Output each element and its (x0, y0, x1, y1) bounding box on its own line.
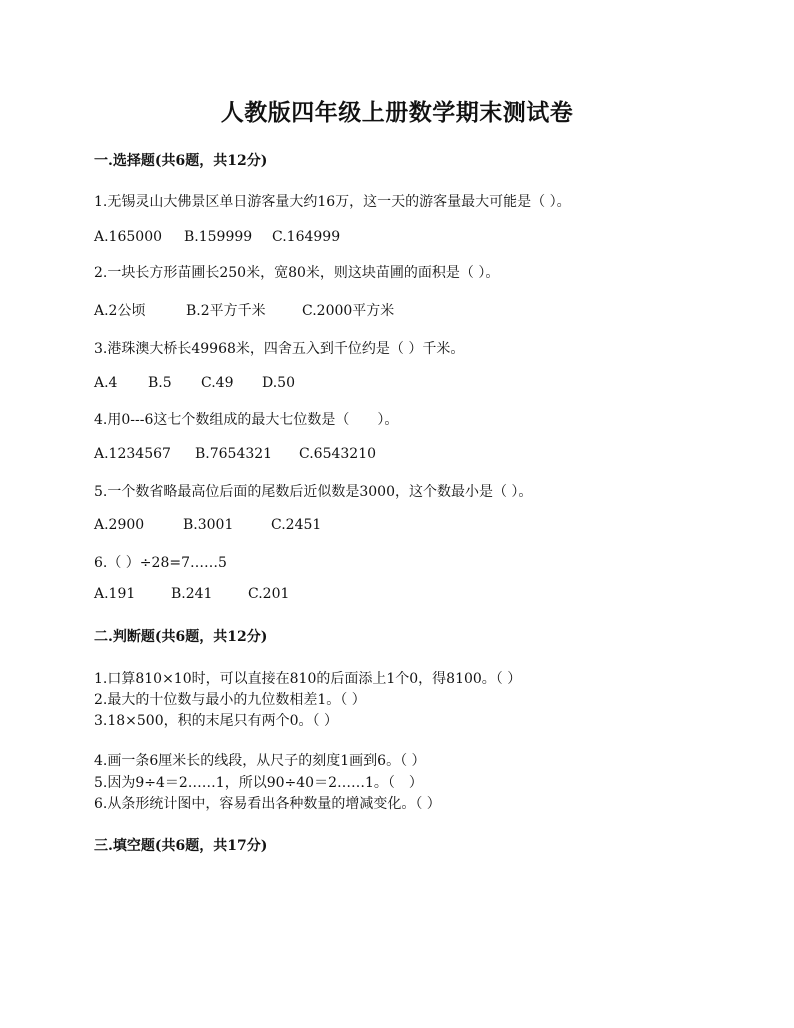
options-row (94, 300, 394, 320)
option: C.201 (248, 586, 290, 602)
section-heading-fill: 三.填空题(共6题，共17分) (94, 838, 268, 854)
question-text: 3.港珠澳大桥长49968米，四舍五入到千位约是（ ）千米。 (94, 341, 465, 357)
question-text: 4.用0---6这七个数组成的最大七位数是（ ）。 (94, 412, 399, 428)
option: D.50 (262, 375, 295, 391)
options-row (94, 517, 321, 533)
option: B.241 (171, 586, 213, 602)
option: B.2平方千米 (186, 303, 266, 319)
judge-item: 1.口算810×10时，可以直接在810的后面添上1个0，得8100。（ ） (94, 671, 522, 687)
page-title: 人教版四年级上册数学期末测试卷 (220, 99, 574, 126)
question-text: 5.一个数省略最高位后面的尾数后近似数是3000，这个数最小是（ ）。 (94, 484, 533, 500)
question-text: 2.一块长方形苗圃长250米，宽80米，则这块苗圃的面积是（ ）。 (94, 265, 500, 281)
judge-item: 2.最大的十位数与最小的九位数相差1。（ ） (94, 692, 366, 708)
option: C.164999 (272, 229, 341, 245)
options-row (94, 229, 340, 245)
option: C.49 (201, 375, 234, 391)
question-text: 6.（ ）÷28=7……5 (94, 555, 227, 571)
option: A.1234567 (94, 446, 171, 462)
option: A.4 (94, 375, 118, 391)
question-text: 1.无锡灵山大佛景区单日游客量大约16万，这一天的游客量最大可能是（ ）。 (94, 194, 571, 210)
option: A.2公顷 (94, 303, 146, 319)
option: C.6543210 (299, 446, 377, 462)
option: C.2000平方米 (302, 303, 395, 319)
judge-item: 3.18×500，积的末尾只有两个0。（ ） (94, 713, 338, 729)
options-row (94, 586, 289, 602)
section-heading-choice: 一.选择题(共6题，共12分) (94, 153, 268, 169)
options-row (94, 375, 295, 391)
option: B.159999 (184, 229, 253, 245)
option: C.2451 (271, 517, 322, 533)
option: B.5 (148, 375, 172, 391)
option: B.3001 (183, 517, 234, 533)
options-row (94, 446, 376, 462)
judge-item: 6.从条形统计图中，容易看出各种数量的增减变化。（ ） (94, 796, 441, 812)
section-heading-judge: 二.判断题(共6题，共12分) (94, 629, 268, 645)
judge-item: 4.画一条6厘米长的线段，从尺子的刻度1画到6。（ ） (94, 753, 426, 769)
option: A.2900 (94, 517, 145, 533)
option: B.7654321 (195, 446, 273, 462)
judge-item: 5.因为9÷4＝2……1，所以90÷40＝2……1。（ ） (94, 775, 423, 791)
option: A.165000 (94, 229, 163, 245)
option: A.191 (94, 586, 136, 602)
